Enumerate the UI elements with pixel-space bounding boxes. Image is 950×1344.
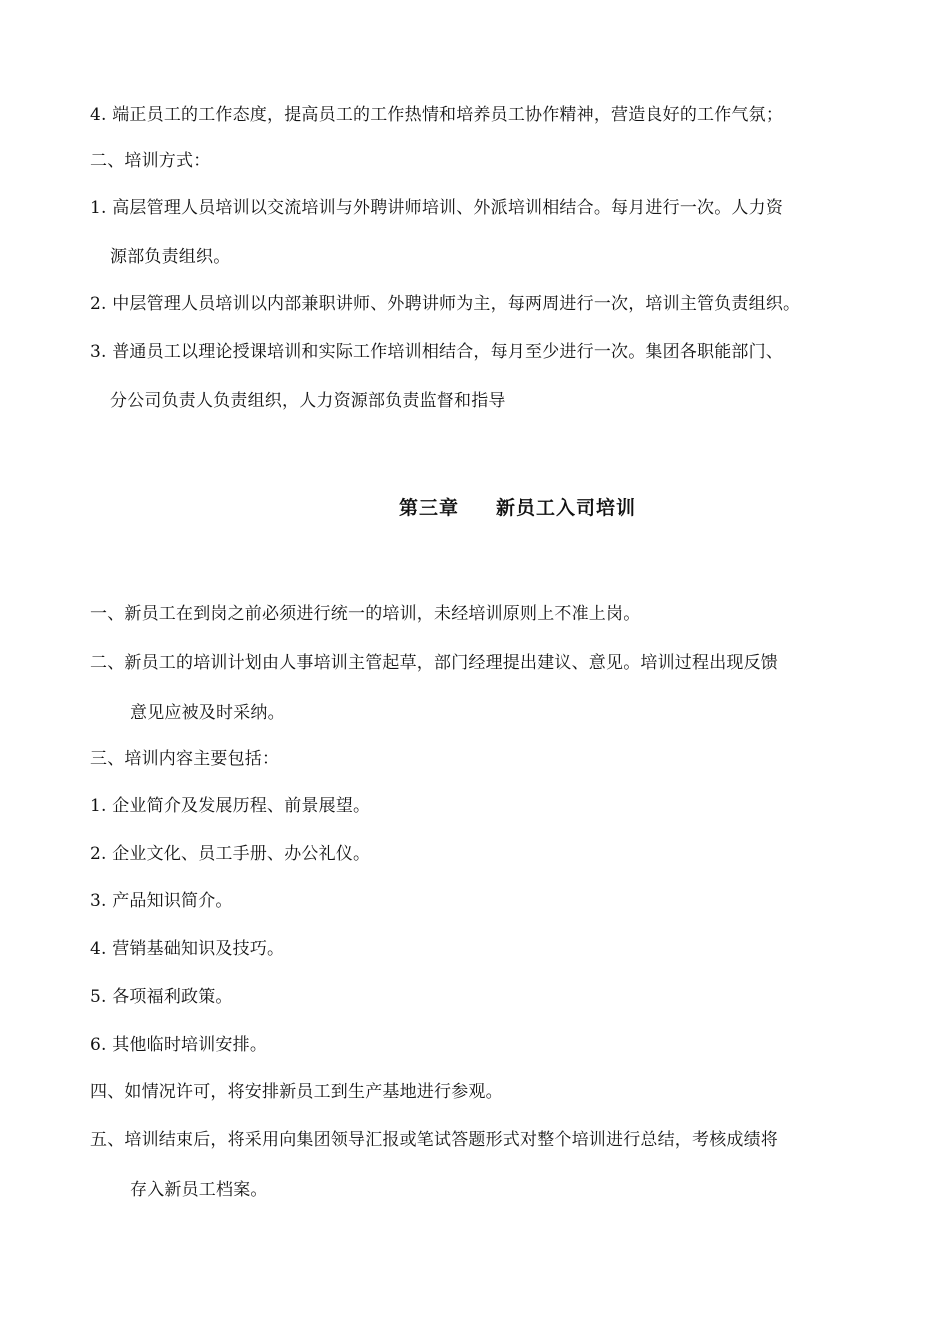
chapter-title: 新员工入司培训 (496, 497, 637, 519)
content-item-5: 5. 各项福利政策。 (90, 987, 233, 1007)
method-1-line-2: 源部负责组织。 (110, 247, 231, 267)
content-item-2: 2. 企业文化、员工手册、办公礼仪。 (90, 844, 371, 864)
method-2: 2. 中层管理人员培训以内部兼职讲师、外聘讲师为主，每两周进行一次，培训主管负责组织。 (90, 294, 801, 314)
training-goal-item-4: 4. 端正员工的工作态度，提高员工的工作热情和培养员工协作精神，营造良好的工作气氛； (90, 105, 784, 125)
new-hire-rule-4: 四、如情况许可，将安排新员工到生产基地进行参观。 (90, 1082, 503, 1102)
new-hire-rule-1: 一、新员工在到岗之前必须进行统一的培训，未经培训原则上不准上岗。 (90, 604, 641, 624)
chapter-number: 第三章 (399, 497, 460, 519)
training-content-heading: 三、培训内容主要包括： (90, 749, 280, 769)
new-hire-rule-2-line-2: 意见应被及时采纳。 (130, 703, 285, 723)
content-item-4: 4. 营销基础知识及技巧。 (90, 939, 285, 959)
content-item-3: 3. 产品知识简介。 (90, 891, 233, 911)
method-3-line-2: 分公司负责人负责组织，人力资源部负责监督和指导 (110, 391, 506, 411)
content-item-1: 1. 企业简介及发展历程、前景展望。 (90, 796, 371, 816)
training-method-heading: 二、培训方式： (90, 151, 211, 171)
new-hire-rule-5-line-1: 五、培训结束后，将采用向集团领导汇报或笔试答题形式对整个培训进行总结，考核成绩将 (90, 1130, 778, 1150)
content-item-6: 6. 其他临时培训安排。 (90, 1035, 268, 1055)
method-1-line-1: 1. 高层管理人员培训以交流培训与外聘讲师培训、外派培训相结合。每月进行一次。人力资 (90, 198, 784, 218)
new-hire-rule-2-line-1: 二、新员工的培训计划由人事培训主管起草，部门经理提出建议、意见。培训过程出现反馈 (90, 653, 778, 673)
new-hire-rule-5-line-2: 存入新员工档案。 (130, 1180, 268, 1200)
method-3-line-1: 3. 普通员工以理论授课培训和实际工作培训相结合，每月至少进行一次。集团各职能部门、 (90, 342, 784, 362)
